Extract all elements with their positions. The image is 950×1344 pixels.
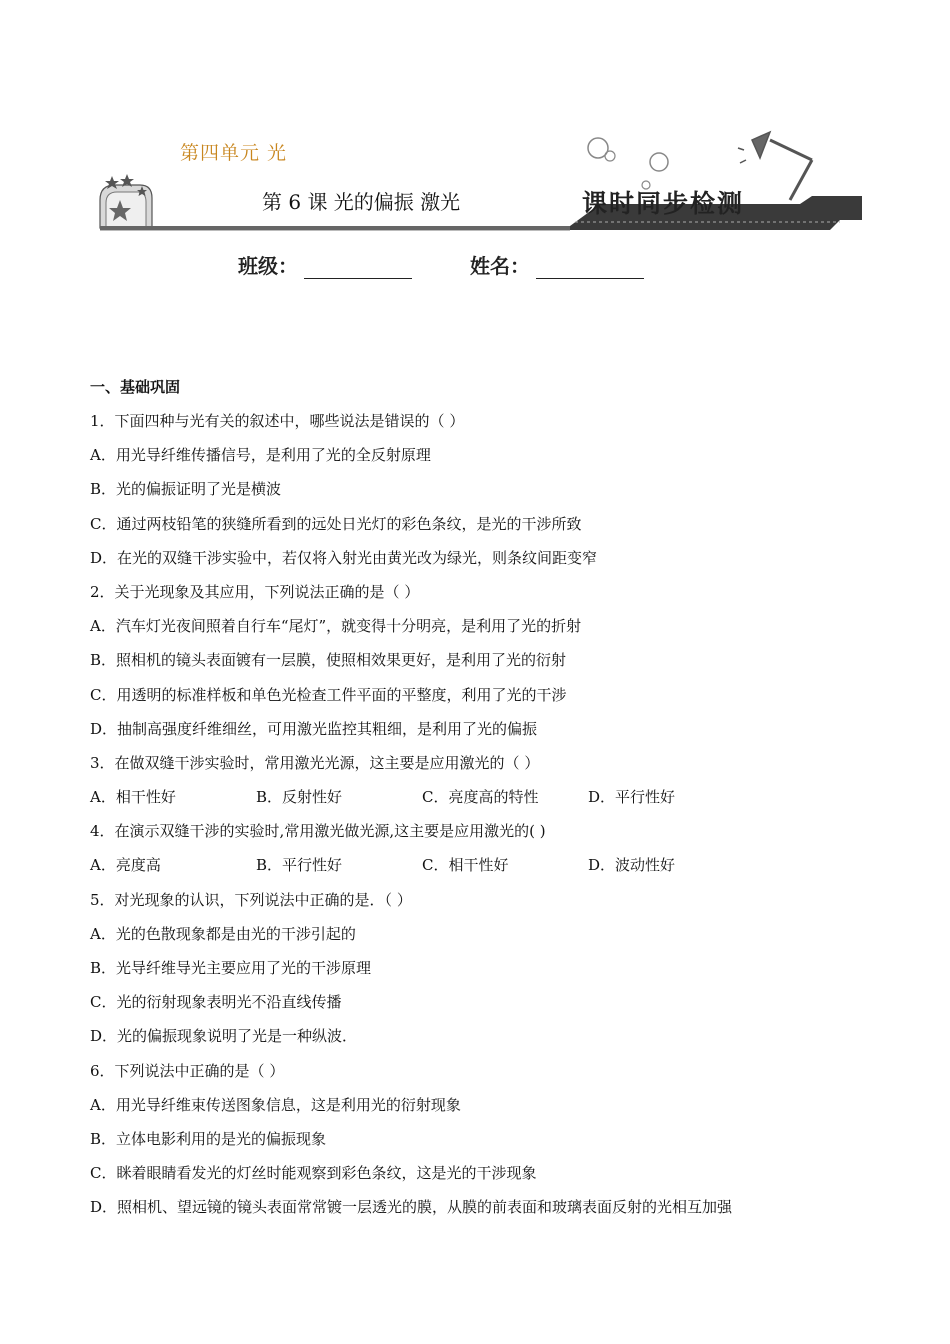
question-stem: 4．在演示双缝干涉的实验时,常用激光做光源,这主要是应用激光的( ) [90,822,546,841]
option-item: A．汽车灯光夜间照着自行车“尾灯”，就变得十分明亮，是利用了光的折射 [90,617,582,636]
option-item: B．反射性好 [256,788,343,807]
option-item: A．用光导纤维传播信号，是利用了光的全反射原理 [90,446,431,465]
question-list [90,377,890,1232]
question-stem: 5．对光现象的认识，下列说法中正确的是．（ ） [90,890,412,909]
option-item: C．亮度高的特性 [422,788,539,807]
option-item: C．光的衍射现象表明光不沿直线传播 [90,993,342,1012]
option-item: B．光的偏振证明了光是横波 [90,480,282,499]
option-item: A．用光导纤维束传送图象信息，这是利用光的衍射现象 [90,1095,461,1114]
option-item: D．抽制高强度纤维细丝，可用激光监控其粗细，是利用了光的偏振 [90,719,538,738]
option-item: D．在光的双缝干涉实验中，若仅将入射光由黄光改为绿光，则条纹间距变窄 [90,548,598,567]
unit-title: 第四单元 光 [180,142,288,164]
option-item: B．光导纤维导光主要应用了光的干涉原理 [90,959,372,977]
option-item: B．平行性好 [256,856,343,875]
inline-options [90,787,890,821]
star-badge-icon [100,174,152,228]
option-item: C．通过两枝铅笔的狭缝所看到的远处日光灯的彩色条纹，是光的干涉所致 [90,514,582,533]
name-blank[interactable] [536,258,644,279]
inline-options [90,855,890,889]
class-label: 班级： [238,254,298,278]
section-heading: 一、基础巩固 [90,378,181,396]
question-stem: 3．在做双缝干涉实验时，常用激光光源，这主要是应用激光的（ ） [90,753,540,772]
banner-title: 课时同步检测 [582,189,745,218]
name-field[interactable] [470,250,644,279]
desk-lamp-icon [738,132,812,200]
question-stem: 2．关于光现象及其应用，下列说法正确的是（ ） [90,582,420,601]
page-header [0,0,950,300]
class-blank[interactable] [304,258,412,279]
option-item: A．相干性好 [90,788,176,807]
option-item: D．照相机、望远镜的镜头表面常常镀一层透光的膜，从膜的前表面和玻璃表面反射的光相互加强 [90,1198,733,1217]
option-item: B．照相机的镜头表面镀有一层膜，使照相效果更好，是利用了光的衍射 [90,651,567,670]
name-label: 姓名： [470,254,530,278]
lesson-title: 第 6 课 光的偏振 激光 [262,190,461,214]
option-item: C．眯着眼睛看发光的灯丝时能观察到彩色条纹，这是光的干涉现象 [90,1164,537,1183]
option-item: A．亮度高 [90,856,161,875]
option-item: D．波动性好 [588,856,676,875]
option-item: D．平行性好 [588,788,676,807]
option-item: B．立体电影利用的是光的偏振现象 [90,1129,327,1148]
option-item: A．光的色散现象都是由光的干涉引起的 [90,924,356,943]
option-item: C．相干性好 [422,856,509,875]
option-item: C．用透明的标准样板和单色光检查工件平面的平整度，利用了光的干涉 [90,685,567,704]
question-stem: 6．下列说法中正确的是（ ） [90,1061,285,1080]
option-item: D．光的偏振现象说明了光是一种纵波． [90,1027,358,1046]
question-stem: 1．下面四种与光有关的叙述中，哪些说法是错误的（ ） [90,412,465,430]
class-field[interactable] [238,250,412,279]
